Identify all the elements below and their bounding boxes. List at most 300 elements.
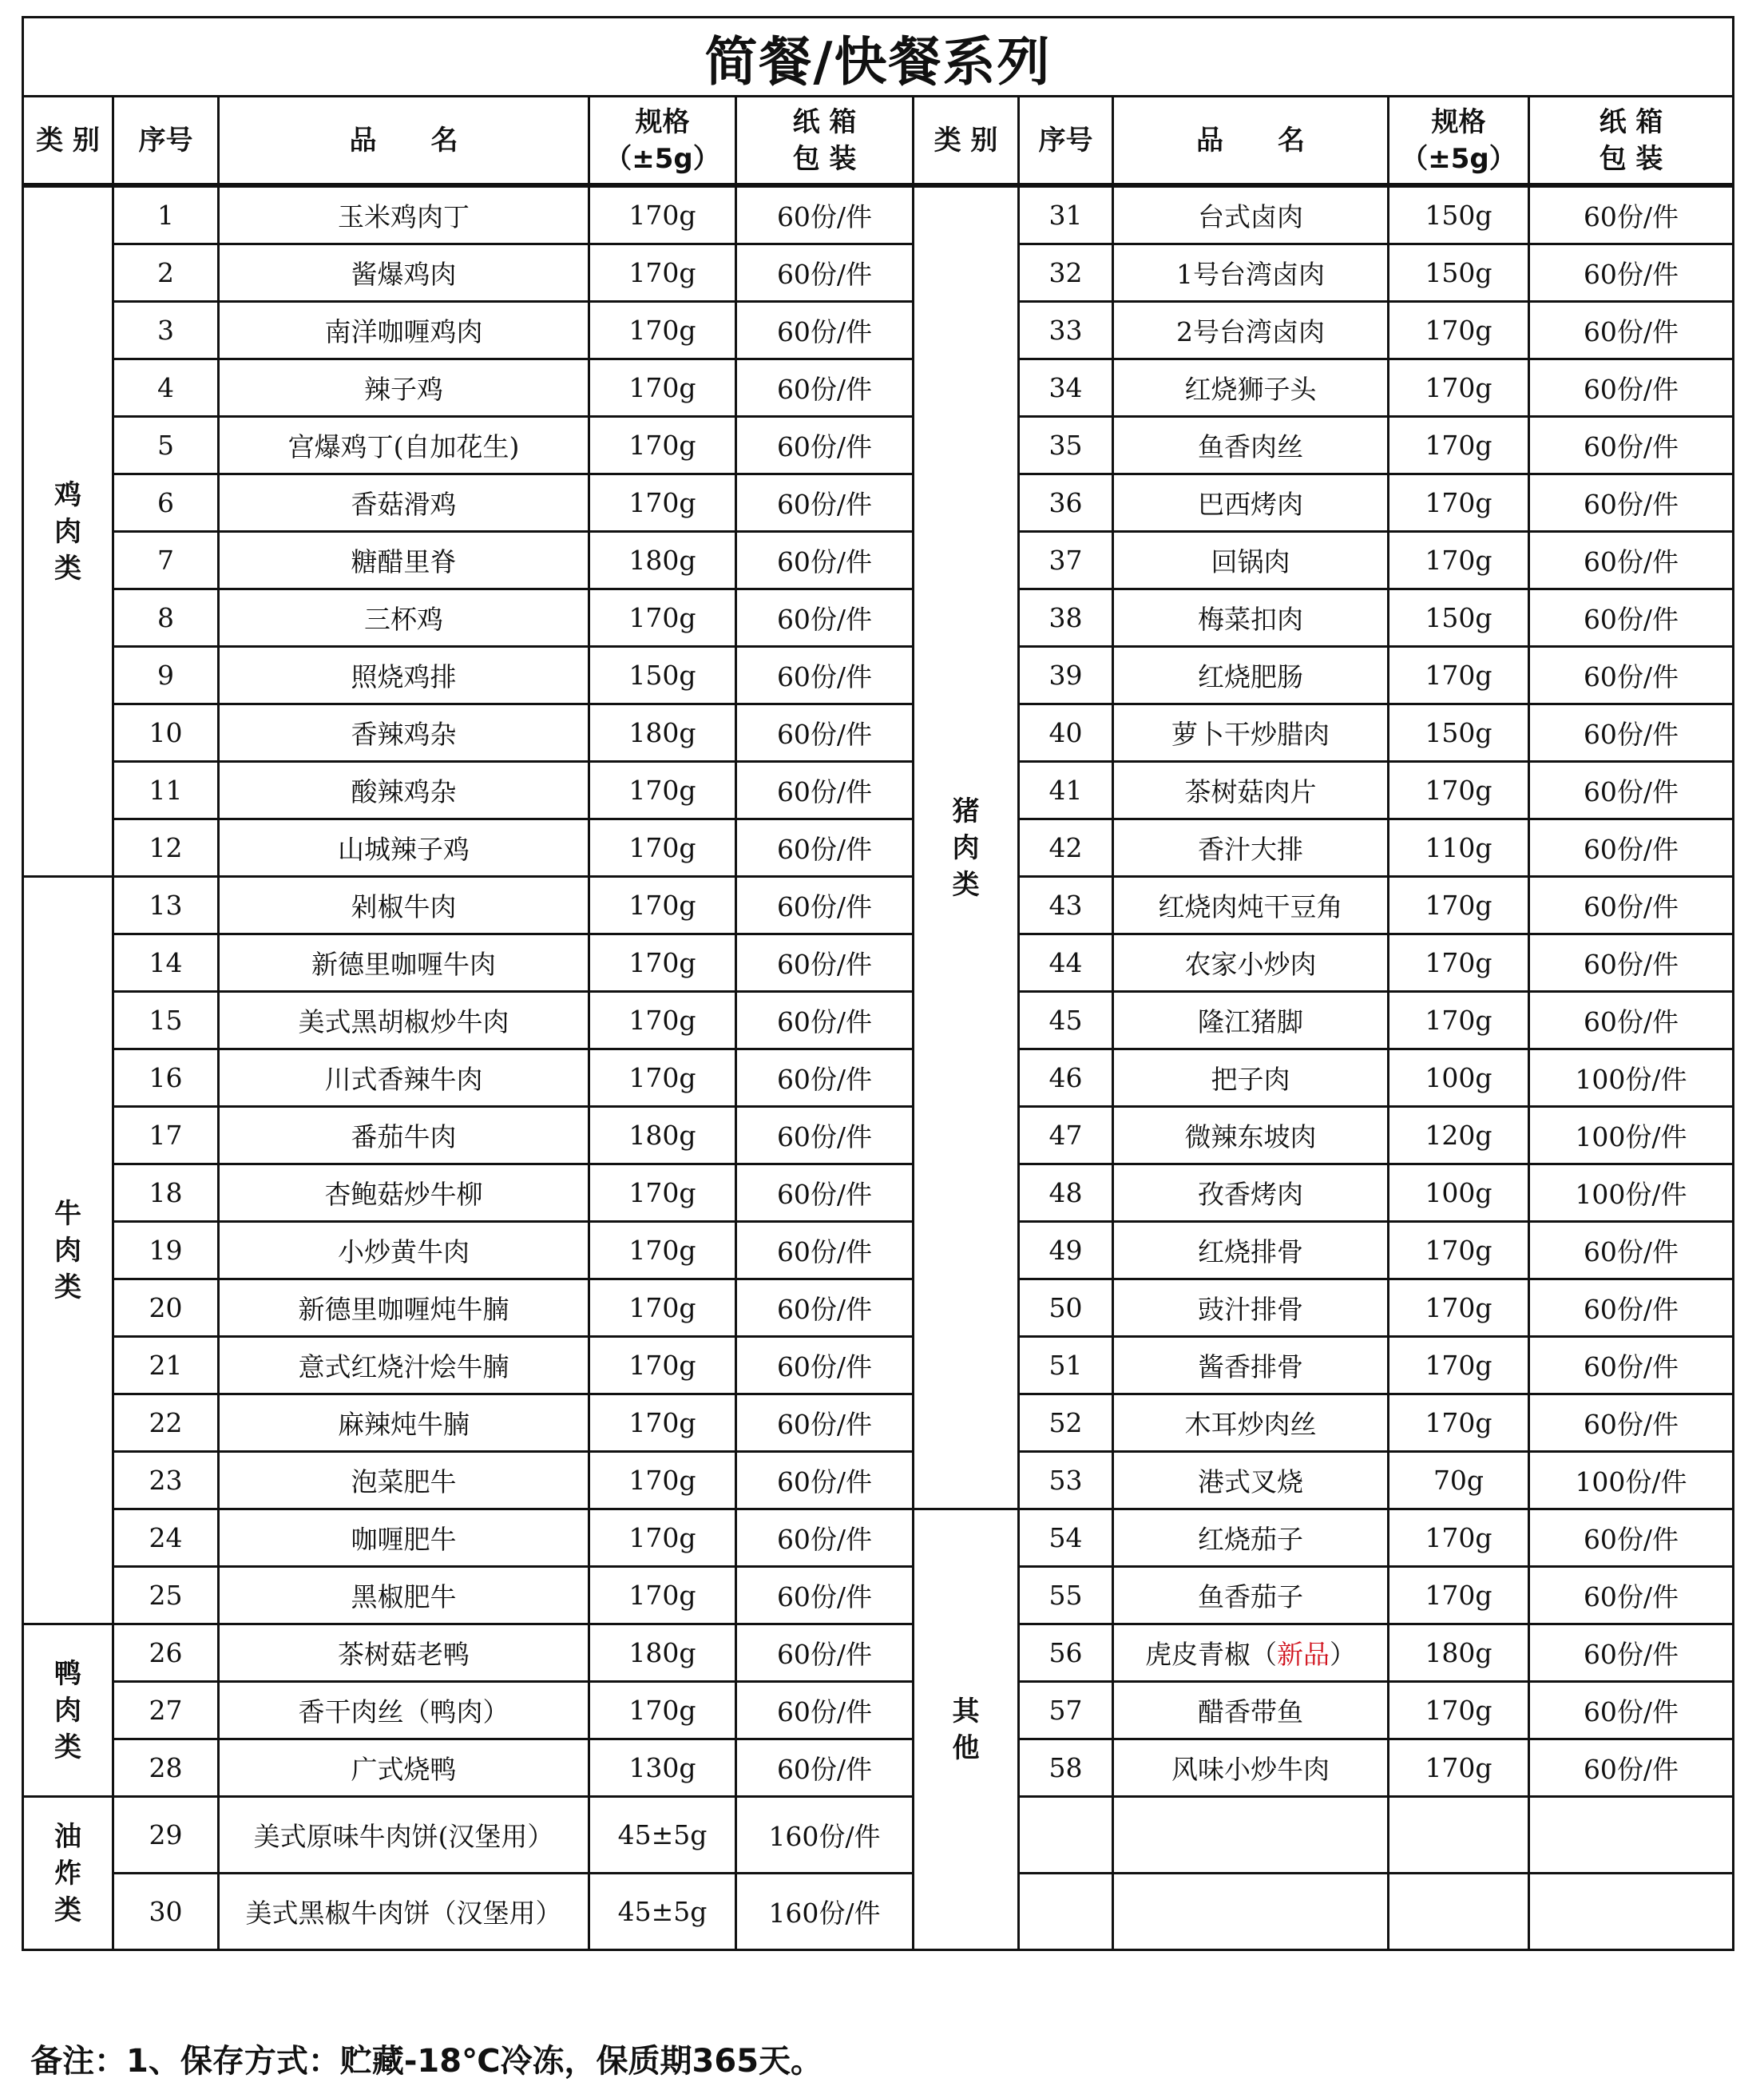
category-char: 猪 xyxy=(952,795,980,827)
pack-cell: 60份/件 xyxy=(736,762,914,819)
category-char: 类 xyxy=(952,868,980,901)
item-name-cell: 美式黑椒牛肉饼（汉堡用） xyxy=(219,1874,589,1950)
seq-cell: 33 xyxy=(1019,302,1113,359)
item-name-cell: 香菇滑鸡 xyxy=(219,474,589,532)
seq-cell: 50 xyxy=(1019,1279,1113,1337)
spec-cell: 170g xyxy=(1389,474,1529,532)
item-name-cell: 梅菜扣肉 xyxy=(1113,589,1389,647)
category-char: 鸭 xyxy=(54,1657,81,1690)
spec-cell: 170g xyxy=(589,244,736,302)
table-row xyxy=(23,1682,1734,1739)
item-name-cell: 泡菜肥牛 xyxy=(219,1452,589,1509)
item-name-cell: 照烧鸡排 xyxy=(219,647,589,704)
spec-cell: 130g xyxy=(589,1739,736,1797)
pack-cell: 60份/件 xyxy=(736,1567,914,1624)
item-name-cell: 鱼香茄子 xyxy=(1113,1567,1389,1624)
header-pack-line2: 包 装 xyxy=(792,142,857,175)
table-row xyxy=(23,647,1734,704)
seq-cell: 20 xyxy=(113,1279,219,1337)
pack-cell: 60份/件 xyxy=(736,1049,914,1107)
pack-cell: 60份/件 xyxy=(736,417,914,474)
seq-cell: 47 xyxy=(1019,1107,1113,1164)
item-name-cell: 玉米鸡肉丁 xyxy=(219,185,589,244)
pack-cell: 60份/件 xyxy=(736,244,914,302)
table-row xyxy=(23,1279,1734,1337)
spec-cell: 170g xyxy=(1389,1567,1529,1624)
seq-cell: 39 xyxy=(1019,647,1113,704)
item-name-cell: 红烧茄子 xyxy=(1113,1509,1389,1567)
spec-cell: 170g xyxy=(589,762,736,819)
seq-cell: 56 xyxy=(1019,1624,1113,1682)
pack-cell: 60份/件 xyxy=(736,532,914,589)
pack-cell: 60份/件 xyxy=(736,1394,914,1452)
item-name-cell xyxy=(1113,1874,1389,1950)
pack-cell: 100份/件 xyxy=(1529,1107,1734,1164)
category-cell-other xyxy=(914,1509,1019,1950)
spec-cell: 170g xyxy=(589,359,736,417)
title-row xyxy=(23,18,1734,97)
item-name-cell: 三杯鸡 xyxy=(219,589,589,647)
spec-cell: 170g xyxy=(589,302,736,359)
item-name-cell: 小炒黄牛肉 xyxy=(219,1222,589,1279)
item-name-cell: 意式红烧汁烩牛腩 xyxy=(219,1337,589,1394)
pack-cell: 60份/件 xyxy=(736,647,914,704)
item-name-cell: 香干肉丝（鸭肉） xyxy=(219,1682,589,1739)
pack-cell: 160份/件 xyxy=(736,1797,914,1874)
pack-cell: 60份/件 xyxy=(1529,474,1734,532)
spec-cell: 45±5g xyxy=(589,1797,736,1874)
header-name-right: 品 名 xyxy=(1113,97,1389,186)
item-name-cell: 杏鲍菇炒牛柳 xyxy=(219,1164,589,1222)
pack-cell: 100份/件 xyxy=(1529,1452,1734,1509)
seq-cell: 37 xyxy=(1019,532,1113,589)
pack-cell: 60份/件 xyxy=(1529,185,1734,244)
table-row xyxy=(23,185,1734,244)
category-char: 类 xyxy=(54,1731,81,1763)
seq-cell: 48 xyxy=(1019,1164,1113,1222)
seq-cell: 22 xyxy=(113,1394,219,1452)
item-name-cell: 剁椒牛肉 xyxy=(219,877,589,934)
item-name-cell: 巴西烤肉 xyxy=(1113,474,1389,532)
item-name-cell: 麻辣炖牛腩 xyxy=(219,1394,589,1452)
table-row xyxy=(23,1222,1734,1279)
pack-cell: 60份/件 xyxy=(1529,1509,1734,1567)
item-name-suffix: ） xyxy=(1330,1639,1356,1670)
item-name-cell: 红烧排骨 xyxy=(1113,1222,1389,1279)
table-row xyxy=(23,1874,1734,1950)
seq-cell: 23 xyxy=(113,1452,219,1509)
pack-cell: 60份/件 xyxy=(1529,359,1734,417)
seq-cell: 28 xyxy=(113,1739,219,1797)
item-name-cell: 香辣鸡杂 xyxy=(219,704,589,762)
seq-cell: 51 xyxy=(1019,1337,1113,1394)
pack-cell: 60份/件 xyxy=(1529,1682,1734,1739)
table-row xyxy=(23,1107,1734,1164)
header-spec-line1: 规格 xyxy=(635,105,690,138)
seq-cell: 35 xyxy=(1019,417,1113,474)
seq-cell: 24 xyxy=(113,1509,219,1567)
category-char: 炸 xyxy=(54,1857,81,1890)
table-row xyxy=(23,934,1734,992)
item-name-cell: 红烧狮子头 xyxy=(1113,359,1389,417)
footnote: 备注：1、保存方式：贮藏-18℃冷冻，保质期365天。 xyxy=(30,2043,823,2080)
category-char: 类 xyxy=(54,1271,81,1303)
header-spec-line2: （±5g） xyxy=(1401,142,1516,175)
spec-cell: 170g xyxy=(589,417,736,474)
table-row xyxy=(23,704,1734,762)
new-product-tag: 新品 xyxy=(1277,1639,1330,1670)
item-name-cell: 酸辣鸡杂 xyxy=(219,762,589,819)
pack-cell: 60份/件 xyxy=(1529,1279,1734,1337)
spec-cell: 150g xyxy=(1389,185,1529,244)
item-name-cell: 豉汁排骨 xyxy=(1113,1279,1389,1337)
product-table xyxy=(22,16,1734,1951)
pack-cell: 60份/件 xyxy=(1529,819,1734,877)
item-name-cell: 鱼香肉丝 xyxy=(1113,417,1389,474)
header-name-left: 品 名 xyxy=(219,97,589,186)
header-seq-left: 序号 xyxy=(113,97,219,186)
spec-cell: 170g xyxy=(589,934,736,992)
category-char: 鸡 xyxy=(54,478,81,511)
seq-cell: 5 xyxy=(113,417,219,474)
pack-cell: 60份/件 xyxy=(1529,1624,1734,1682)
seq-cell: 25 xyxy=(113,1567,219,1624)
item-name-cell: 隆江猪脚 xyxy=(1113,992,1389,1049)
item-name-cell: 黑椒肥牛 xyxy=(219,1567,589,1624)
header-spec-line2: （±5g） xyxy=(605,142,720,175)
spec-cell: 170g xyxy=(1389,1394,1529,1452)
seq-cell: 27 xyxy=(113,1682,219,1739)
category-char: 肉 xyxy=(54,1694,81,1727)
seq-cell: 32 xyxy=(1019,244,1113,302)
pack-cell: 60份/件 xyxy=(1529,1222,1734,1279)
seq-cell: 21 xyxy=(113,1337,219,1394)
table-row xyxy=(23,1797,1734,1874)
category-cell-duck xyxy=(23,1624,113,1797)
seq-cell: 2 xyxy=(113,244,219,302)
seq-cell: 8 xyxy=(113,589,219,647)
spec-cell: 170g xyxy=(1389,417,1529,474)
item-name-cell: 把子肉 xyxy=(1113,1049,1389,1107)
seq-cell: 52 xyxy=(1019,1394,1113,1452)
spec-cell: 170g xyxy=(589,1394,736,1452)
pack-cell xyxy=(1529,1874,1734,1950)
table-row xyxy=(23,532,1734,589)
pack-cell: 60份/件 xyxy=(736,1509,914,1567)
item-name-cell: 新德里咖喱炖牛腩 xyxy=(219,1279,589,1337)
seq-cell: 34 xyxy=(1019,359,1113,417)
pack-cell: 60份/件 xyxy=(736,1107,914,1164)
pack-cell: 60份/件 xyxy=(736,1164,914,1222)
header-spec-left xyxy=(589,97,736,186)
spec-cell: 170g xyxy=(589,1567,736,1624)
seq-cell: 31 xyxy=(1019,185,1113,244)
item-name-cell: 酱爆鸡肉 xyxy=(219,244,589,302)
seq-cell: 6 xyxy=(113,474,219,532)
item-name-cell: 农家小炒肉 xyxy=(1113,934,1389,992)
pack-cell: 60份/件 xyxy=(736,934,914,992)
table-title: 简餐/快餐系列 xyxy=(23,18,1734,97)
seq-cell: 36 xyxy=(1019,474,1113,532)
spec-cell: 170g xyxy=(589,877,736,934)
spec-cell: 120g xyxy=(1389,1107,1529,1164)
spec-cell: 70g xyxy=(1389,1452,1529,1509)
table-row xyxy=(23,302,1734,359)
seq-cell: 18 xyxy=(113,1164,219,1222)
item-name-cell xyxy=(1113,1624,1389,1682)
item-name-cell: 醋香带鱼 xyxy=(1113,1682,1389,1739)
pack-cell: 60份/件 xyxy=(736,1452,914,1509)
pack-cell: 60份/件 xyxy=(736,1279,914,1337)
table-row xyxy=(23,359,1734,417)
category-char: 其 xyxy=(952,1695,980,1727)
item-name-cell: 新德里咖喱牛肉 xyxy=(219,934,589,992)
seq-cell: 26 xyxy=(113,1624,219,1682)
item-name-cell: 回锅肉 xyxy=(1113,532,1389,589)
seq-cell xyxy=(1019,1874,1113,1950)
seq-cell: 42 xyxy=(1019,819,1113,877)
spec-cell: 150g xyxy=(1389,244,1529,302)
table-row xyxy=(23,1337,1734,1394)
item-name-cell: 美式原味牛肉饼(汉堡用） xyxy=(219,1797,589,1874)
pack-cell: 60份/件 xyxy=(736,1739,914,1797)
item-name-cell: 2号台湾卤肉 xyxy=(1113,302,1389,359)
header-spec-right xyxy=(1389,97,1529,186)
table-row xyxy=(23,1624,1734,1682)
seq-cell: 4 xyxy=(113,359,219,417)
spec-cell: 170g xyxy=(1389,359,1529,417)
header-category-left: 类 别 xyxy=(23,97,113,186)
pack-cell: 100份/件 xyxy=(1529,1164,1734,1222)
pack-cell: 60份/件 xyxy=(736,185,914,244)
spec-cell: 170g xyxy=(1389,877,1529,934)
item-name-cell: 木耳炒肉丝 xyxy=(1113,1394,1389,1452)
item-name-cell: 茶树菇老鸭 xyxy=(219,1624,589,1682)
spec-cell: 170g xyxy=(1389,1222,1529,1279)
spec-cell: 170g xyxy=(589,819,736,877)
spec-cell: 170g xyxy=(589,1049,736,1107)
seq-cell: 45 xyxy=(1019,992,1113,1049)
item-name-cell: 萝卜干炒腊肉 xyxy=(1113,704,1389,762)
category-char: 类 xyxy=(54,552,81,585)
seq-cell: 12 xyxy=(113,819,219,877)
spec-cell: 150g xyxy=(1389,704,1529,762)
spec-cell: 170g xyxy=(1389,647,1529,704)
header-pack-line2: 包 装 xyxy=(1599,142,1663,175)
spec-cell: 110g xyxy=(1389,819,1529,877)
item-name-cell: 1号台湾卤肉 xyxy=(1113,244,1389,302)
item-name-cell: 山城辣子鸡 xyxy=(219,819,589,877)
table-row xyxy=(23,474,1734,532)
category-cell-pork xyxy=(914,185,1019,1509)
seq-cell: 1 xyxy=(113,185,219,244)
item-name-cell: 红烧肉炖干豆角 xyxy=(1113,877,1389,934)
item-name-cell: 南洋咖喱鸡肉 xyxy=(219,302,589,359)
table-row xyxy=(23,1739,1734,1797)
seq-cell: 43 xyxy=(1019,877,1113,934)
seq-cell: 53 xyxy=(1019,1452,1113,1509)
spec-cell: 170g xyxy=(589,1337,736,1394)
pack-cell: 60份/件 xyxy=(1529,302,1734,359)
spec-cell: 170g xyxy=(589,1222,736,1279)
seq-cell: 40 xyxy=(1019,704,1113,762)
pack-cell: 60份/件 xyxy=(736,877,914,934)
item-name-cell: 风味小炒牛肉 xyxy=(1113,1739,1389,1797)
pack-cell: 60份/件 xyxy=(1529,877,1734,934)
item-name-cell: 孜香烤肉 xyxy=(1113,1164,1389,1222)
pack-cell: 60份/件 xyxy=(736,819,914,877)
item-name-cell: 微辣东坡肉 xyxy=(1113,1107,1389,1164)
header-pack-left xyxy=(736,97,914,186)
seq-cell: 41 xyxy=(1019,762,1113,819)
item-name-cell: 茶树菇肉片 xyxy=(1113,762,1389,819)
table-row xyxy=(23,992,1734,1049)
spec-cell: 45±5g xyxy=(589,1874,736,1950)
item-name-cell: 美式黑胡椒炒牛肉 xyxy=(219,992,589,1049)
item-name-cell: 宫爆鸡丁(自加花生) xyxy=(219,417,589,474)
pack-cell: 60份/件 xyxy=(736,1624,914,1682)
spec-cell: 170g xyxy=(1389,1739,1529,1797)
table-row xyxy=(23,819,1734,877)
spec-cell: 170g xyxy=(1389,1279,1529,1337)
seq-cell: 16 xyxy=(113,1049,219,1107)
item-name-cell: 酱香排骨 xyxy=(1113,1337,1389,1394)
pack-cell: 60份/件 xyxy=(736,1337,914,1394)
seq-cell: 58 xyxy=(1019,1739,1113,1797)
item-name-cell: 咖喱肥牛 xyxy=(219,1509,589,1567)
seq-cell: 9 xyxy=(113,647,219,704)
spec-cell: 100g xyxy=(1389,1164,1529,1222)
spec-cell: 180g xyxy=(1389,1624,1529,1682)
spec-cell: 170g xyxy=(589,1509,736,1567)
seq-cell: 55 xyxy=(1019,1567,1113,1624)
pack-cell: 60份/件 xyxy=(736,589,914,647)
seq-cell: 10 xyxy=(113,704,219,762)
item-name-cell: 番茄牛肉 xyxy=(219,1107,589,1164)
spec-cell: 170g xyxy=(1389,762,1529,819)
seq-cell: 46 xyxy=(1019,1049,1113,1107)
spec-cell: 170g xyxy=(1389,302,1529,359)
table-row xyxy=(23,877,1734,934)
table-row xyxy=(23,1509,1734,1567)
pack-cell: 60份/件 xyxy=(1529,532,1734,589)
table-row xyxy=(23,1164,1734,1222)
pack-cell: 60份/件 xyxy=(1529,934,1734,992)
seq-cell: 19 xyxy=(113,1222,219,1279)
spec-cell: 170g xyxy=(589,185,736,244)
spec-cell: 170g xyxy=(589,1682,736,1739)
seq-cell: 57 xyxy=(1019,1682,1113,1739)
item-name-cell: 香汁大排 xyxy=(1113,819,1389,877)
pack-cell: 60份/件 xyxy=(1529,1394,1734,1452)
pack-cell: 60份/件 xyxy=(736,992,914,1049)
spec-cell: 180g xyxy=(589,704,736,762)
item-name-cell xyxy=(1113,1797,1389,1874)
pack-cell: 60份/件 xyxy=(1529,1337,1734,1394)
seq-cell: 29 xyxy=(113,1797,219,1874)
spec-cell: 170g xyxy=(589,589,736,647)
seq-cell: 11 xyxy=(113,762,219,819)
pack-cell: 60份/件 xyxy=(1529,1739,1734,1797)
pack-cell: 60份/件 xyxy=(736,1682,914,1739)
category-char: 肉 xyxy=(952,831,980,864)
seq-cell: 15 xyxy=(113,992,219,1049)
header-spec-line1: 规格 xyxy=(1431,105,1486,138)
seq-cell: 14 xyxy=(113,934,219,992)
pack-cell: 60份/件 xyxy=(1529,992,1734,1049)
pack-cell xyxy=(1529,1797,1734,1874)
pack-cell: 60份/件 xyxy=(1529,647,1734,704)
table-row xyxy=(23,1049,1734,1107)
spec-cell: 180g xyxy=(589,532,736,589)
spec-cell: 170g xyxy=(589,992,736,1049)
header-pack-line1: 纸 箱 xyxy=(1599,105,1663,138)
seq-cell: 7 xyxy=(113,532,219,589)
table-row xyxy=(23,1452,1734,1509)
item-name-cell: 糖醋里脊 xyxy=(219,532,589,589)
spec-cell: 170g xyxy=(589,1279,736,1337)
category-char: 油 xyxy=(54,1820,81,1853)
item-name-cell: 红烧肥肠 xyxy=(1113,647,1389,704)
header-category-right: 类 别 xyxy=(914,97,1019,186)
table-row xyxy=(23,1394,1734,1452)
item-name: 虎皮青椒（ xyxy=(1145,1639,1277,1670)
header-seq-right: 序号 xyxy=(1019,97,1113,186)
table-row xyxy=(23,589,1734,647)
category-cell-fried xyxy=(23,1797,113,1950)
spec-cell: 170g xyxy=(1389,532,1529,589)
spec-cell: 170g xyxy=(1389,992,1529,1049)
pack-cell: 60份/件 xyxy=(1529,589,1734,647)
category-char: 肉 xyxy=(54,515,81,548)
spec-cell: 170g xyxy=(1389,1682,1529,1739)
spec-cell: 170g xyxy=(1389,1509,1529,1567)
seq-cell: 3 xyxy=(113,302,219,359)
spec-cell: 180g xyxy=(589,1107,736,1164)
category-char: 类 xyxy=(54,1894,81,1926)
spec-cell: 150g xyxy=(589,647,736,704)
header-pack-line1: 纸 箱 xyxy=(792,105,857,138)
spec-cell: 170g xyxy=(1389,1337,1529,1394)
header-row xyxy=(23,97,1734,186)
spec-cell xyxy=(1389,1797,1529,1874)
seq-cell: 44 xyxy=(1019,934,1113,992)
pack-cell: 160份/件 xyxy=(736,1874,914,1950)
pack-cell: 60份/件 xyxy=(1529,1567,1734,1624)
item-name-cell: 辣子鸡 xyxy=(219,359,589,417)
item-name-cell: 港式叉烧 xyxy=(1113,1452,1389,1509)
pack-cell: 60份/件 xyxy=(1529,244,1734,302)
header-pack-right xyxy=(1529,97,1734,186)
category-char: 牛 xyxy=(54,1197,81,1230)
category-cell-chicken xyxy=(23,185,113,877)
spec-cell: 170g xyxy=(589,1452,736,1509)
category-char: 他 xyxy=(952,1731,980,1764)
spec-cell: 170g xyxy=(1389,934,1529,992)
item-name-cell: 广式烧鸭 xyxy=(219,1739,589,1797)
category-cell-beef xyxy=(23,877,113,1624)
pack-cell: 60份/件 xyxy=(736,704,914,762)
spec-cell xyxy=(1389,1874,1529,1950)
pack-cell: 60份/件 xyxy=(736,1222,914,1279)
table-row xyxy=(23,244,1734,302)
spec-cell: 170g xyxy=(589,474,736,532)
spec-cell: 150g xyxy=(1389,589,1529,647)
spec-cell: 170g xyxy=(589,1164,736,1222)
table-row xyxy=(23,417,1734,474)
seq-cell: 17 xyxy=(113,1107,219,1164)
seq-cell xyxy=(1019,1797,1113,1874)
